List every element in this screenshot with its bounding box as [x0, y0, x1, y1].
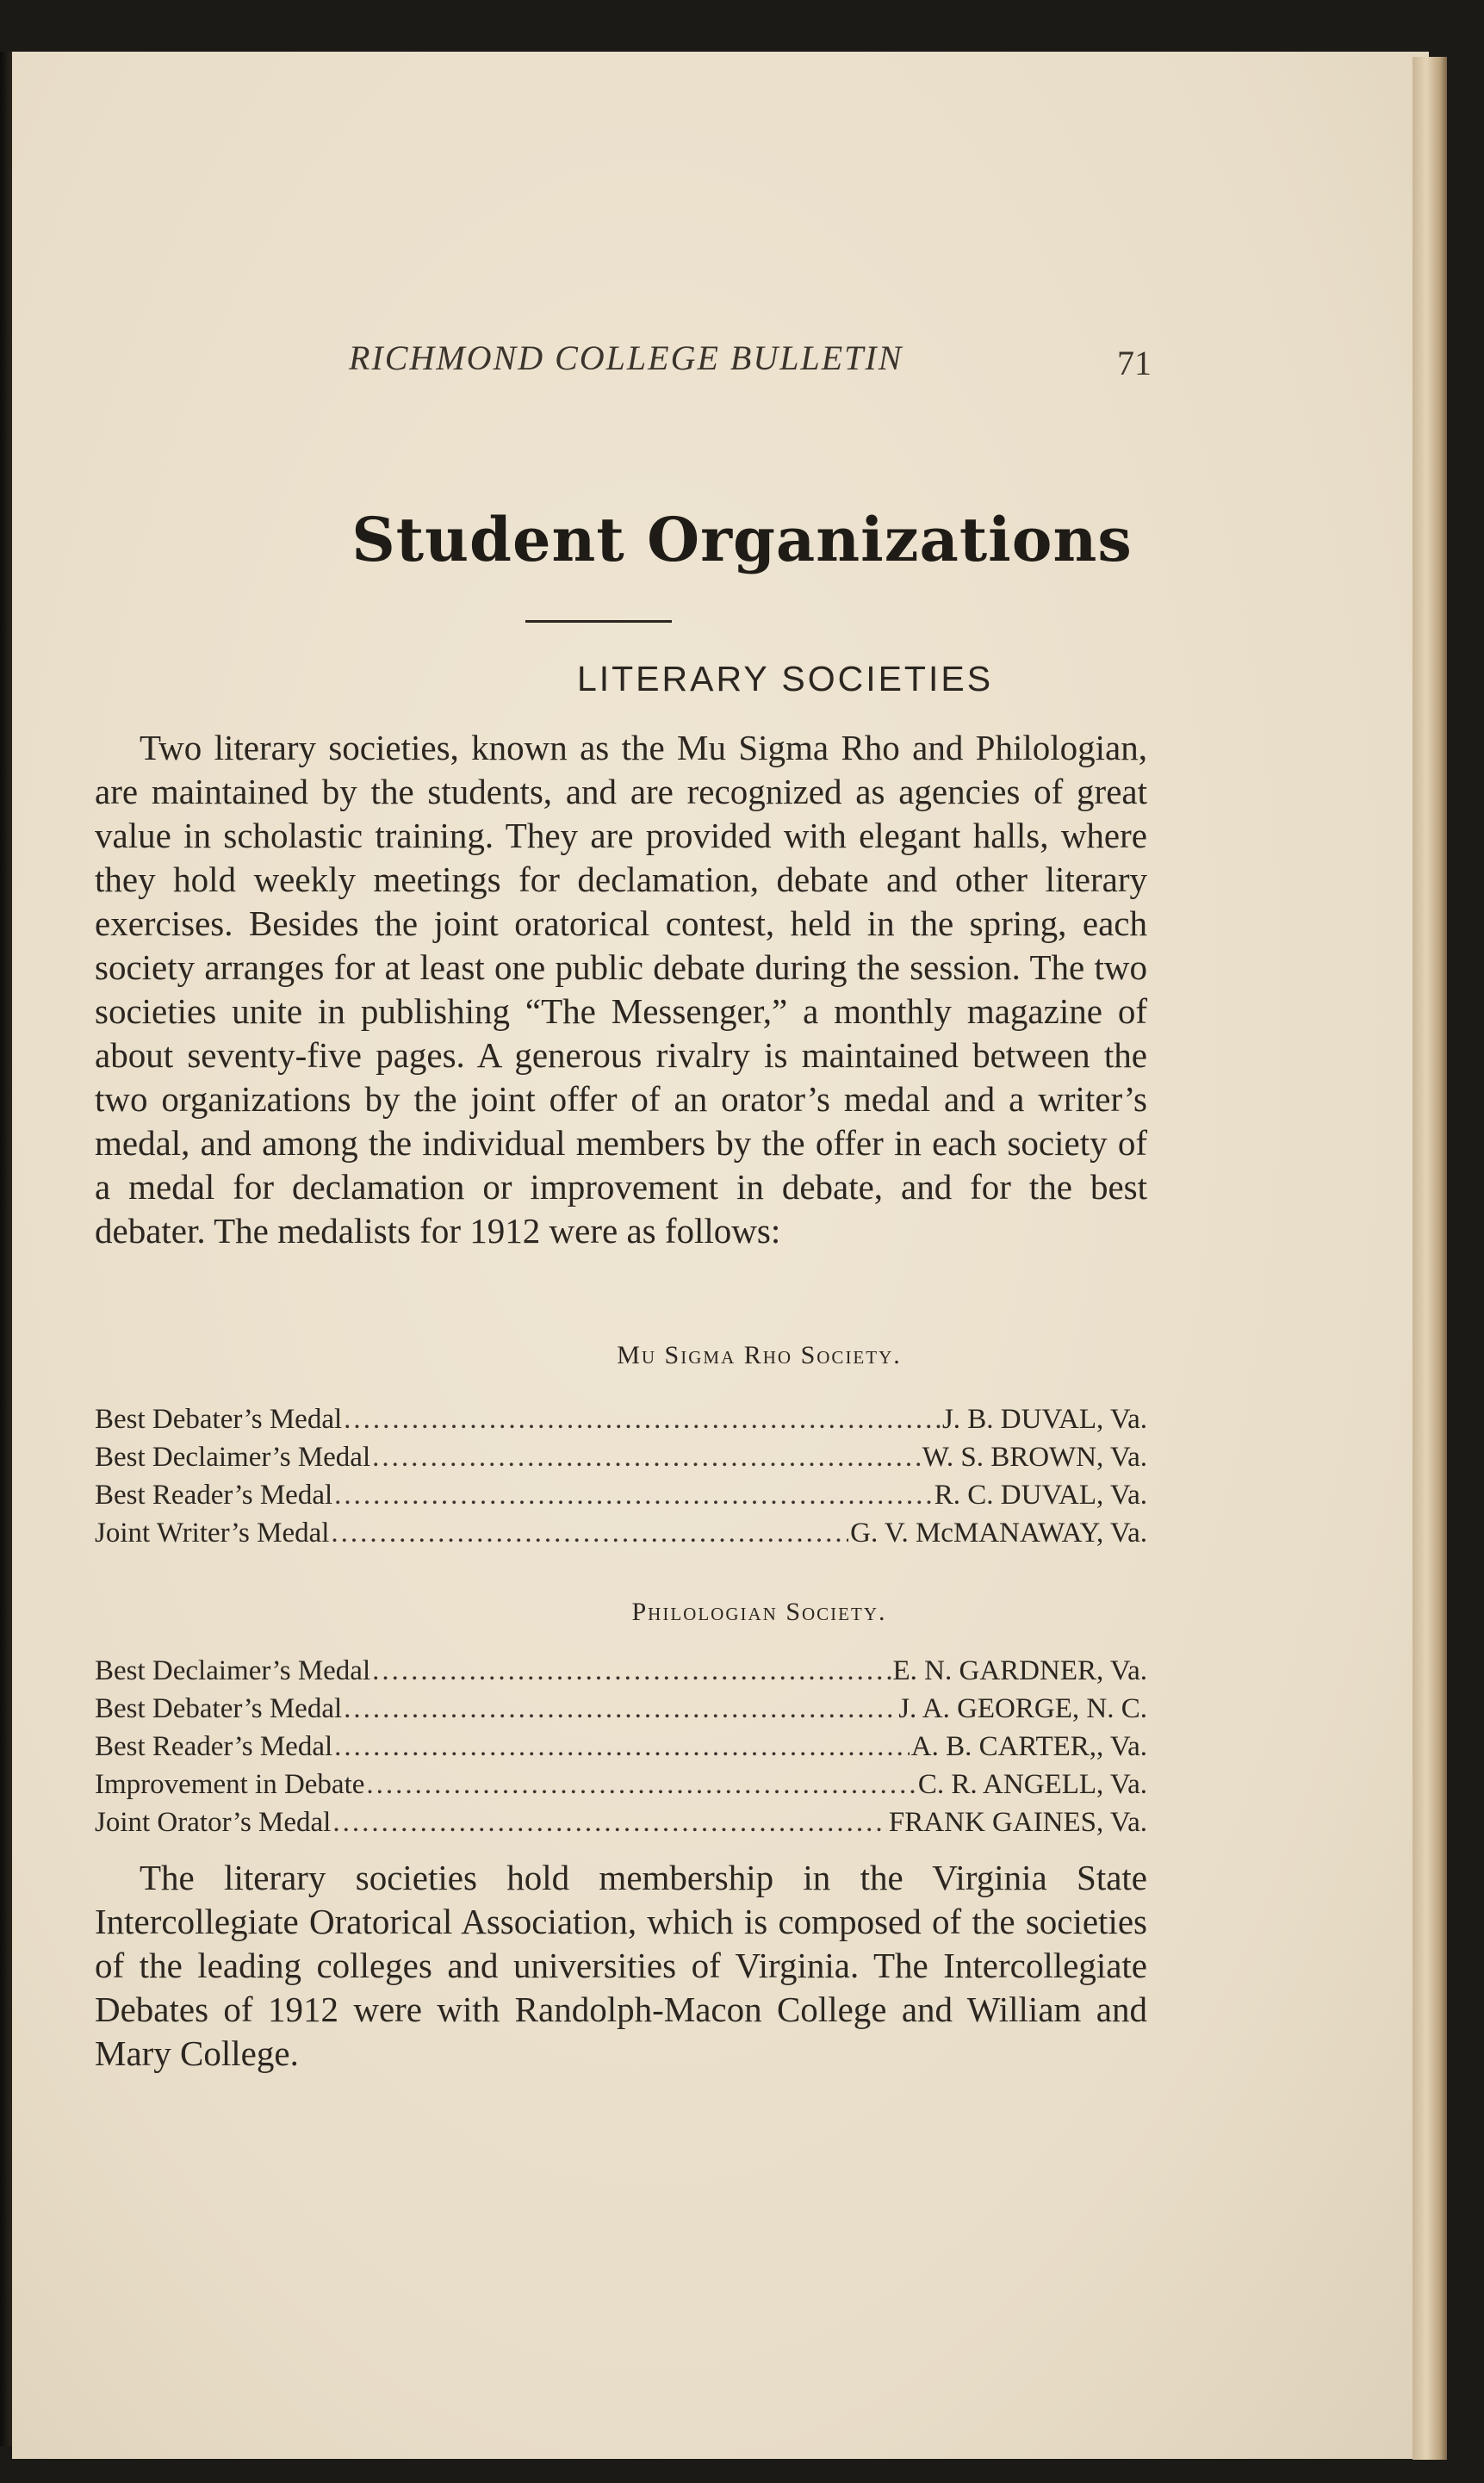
closing-paragraph: The literary societies hold membership in the Virginia State Intercollegiate Oratorical Association, which is composed of the societies of the leading colleges and universities of Virginia. The Intercollegiate Debates of 1912 were with Randolph-Macon College and William and Mary College. — [95, 1858, 1147, 2073]
book-page — [12, 52, 1429, 2459]
medal-row — [95, 1766, 1147, 1803]
medal-name: Best Reader’s Medal — [95, 1731, 333, 1762]
leader-dots — [344, 1400, 941, 1438]
medal-row — [95, 1476, 1147, 1514]
medal-name: Best Reader’s Medal — [95, 1480, 333, 1511]
medal-row — [95, 1690, 1147, 1728]
page-edge-stack — [1413, 57, 1447, 2460]
medal-row — [95, 1400, 1147, 1438]
leader-dots — [344, 1690, 897, 1728]
medal-winner: FRANK GAINES, Va. — [888, 1807, 1147, 1838]
leader-dots — [334, 1728, 910, 1766]
society-heading-philologian: Philologian Society. — [631, 1598, 887, 1626]
medal-winner: J. A. GEORGE, N. C. — [898, 1693, 1147, 1724]
page-title: Student Organizations — [351, 504, 1133, 575]
leader-dots — [372, 1438, 921, 1476]
page-number: 71 — [1117, 344, 1152, 382]
medal-winner: E. N. GARDNER, Va. — [892, 1655, 1147, 1686]
medal-winner: R. C. DUVAL, Va. — [934, 1480, 1147, 1511]
medal-row — [95, 1803, 1147, 1841]
leader-dots — [334, 1476, 933, 1514]
medal-name: Joint Orator’s Medal — [95, 1807, 332, 1838]
medal-winner: C. R. ANGELL, Va. — [917, 1769, 1147, 1800]
section-heading: LITERARY SOCIETIES — [576, 659, 994, 698]
leader-dots — [332, 1803, 887, 1841]
medal-name: Best Declaimer’s Medal — [95, 1442, 371, 1473]
medal-row — [95, 1514, 1147, 1552]
leader-dots — [372, 1652, 891, 1690]
medal-row — [95, 1438, 1147, 1476]
medal-name: Joint Writer’s Medal — [95, 1518, 330, 1549]
medal-row — [95, 1652, 1147, 1690]
medal-winner: A. B. CARTER,, Va. — [910, 1731, 1147, 1762]
medal-list-philologian — [95, 1652, 1147, 1841]
running-header — [0, 338, 1484, 381]
medal-winner: W. S. BROWN, Va. — [922, 1442, 1147, 1473]
leader-dots — [331, 1514, 848, 1552]
society-heading-mu-sigma-rho: Mu Sigma Rho Society. — [617, 1341, 902, 1369]
medal-winner: G. V. McMANAWAY, Va. — [850, 1518, 1147, 1549]
title-rule — [525, 620, 672, 623]
medal-list-mu-sigma-rho — [95, 1400, 1147, 1552]
leader-dots — [366, 1766, 916, 1803]
medal-name: Best Debater’s Medal — [95, 1693, 343, 1724]
medal-winner: J. B. DUVAL, Va. — [941, 1404, 1147, 1435]
medal-name: Best Declaimer’s Medal — [95, 1655, 371, 1686]
medal-name: Improvement in Debate — [95, 1769, 365, 1800]
medal-row — [95, 1728, 1147, 1766]
intro-paragraph: Two literary societies, known as the Mu Sigma Rho and Philologian, are maintained by the students, and are recognized as agencies of great value in scholastic training. They are provided with elegant halls, where they hold weekly meetings for declamation, debate and other literary exercises. Besides the joint oratorical contest, held in the spring, each society arranges for at least one public debate during the session. The two societies unite in publishing “The Messenger,” a monthly magazine of about seventy-five pages. A generous rivalry is maintained between the two organizations by the joint offer of an orator’s medal and a writer’s medal, and among the individual members by the offer in each society of a medal for declamation or improvement in debate, and for the best debater. The medalists for 1912 were as follows: — [95, 728, 1147, 1251]
medal-name: Best Debater’s Medal — [95, 1404, 343, 1435]
running-title: RICHMOND COLLEGE BULLETIN — [349, 338, 903, 377]
